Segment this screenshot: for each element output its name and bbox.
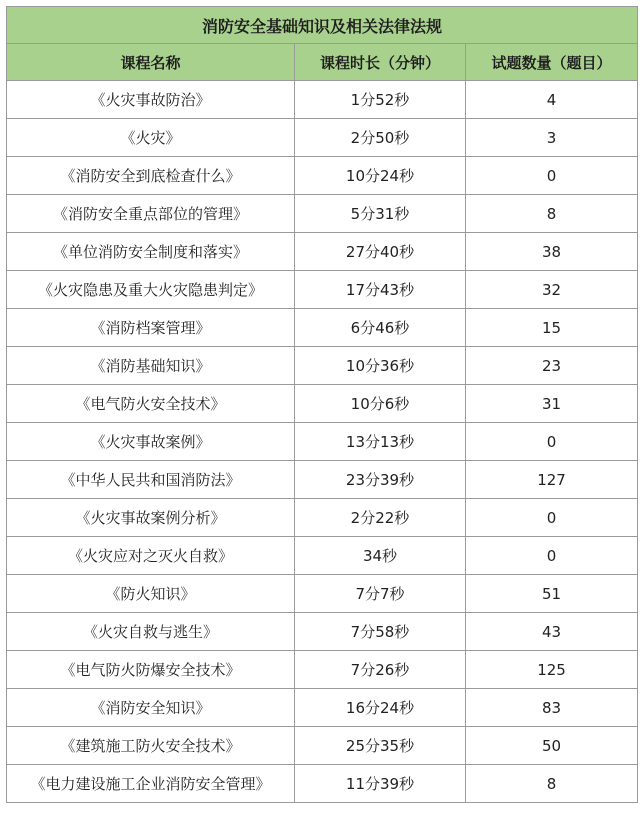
course-name-cell: 《电气防火安全技术》 bbox=[7, 385, 295, 423]
course-duration-cell: 10分6秒 bbox=[295, 385, 466, 423]
table-row bbox=[7, 575, 638, 613]
course-duration-cell: 25分35秒 bbox=[295, 727, 466, 765]
table-row bbox=[7, 157, 638, 195]
course-name-cell: 《火灾事故案例》 bbox=[7, 423, 295, 461]
table-row bbox=[7, 271, 638, 309]
question-count-cell: 8 bbox=[466, 765, 638, 803]
header-course-name: 课程名称 bbox=[7, 44, 295, 81]
course-duration-cell: 11分39秒 bbox=[295, 765, 466, 803]
table-row bbox=[7, 423, 638, 461]
question-count-cell: 3 bbox=[466, 119, 638, 157]
course-name-cell: 《火灾事故防治》 bbox=[7, 81, 295, 119]
course-name-cell: 《建筑施工防火安全技术》 bbox=[7, 727, 295, 765]
course-duration-cell: 1分52秒 bbox=[295, 81, 466, 119]
course-table bbox=[6, 6, 638, 803]
course-table-container bbox=[6, 6, 637, 803]
question-count-cell: 38 bbox=[466, 233, 638, 271]
course-name-cell: 《火灾自救与逃生》 bbox=[7, 613, 295, 651]
table-row bbox=[7, 119, 638, 157]
question-count-cell: 83 bbox=[466, 689, 638, 727]
question-count-cell: 0 bbox=[466, 537, 638, 575]
course-duration-cell: 27分40秒 bbox=[295, 233, 466, 271]
course-name-cell: 《火灾隐患及重大火灾隐患判定》 bbox=[7, 271, 295, 309]
course-duration-cell: 23分39秒 bbox=[295, 461, 466, 499]
question-count-cell: 127 bbox=[466, 461, 638, 499]
question-count-cell: 4 bbox=[466, 81, 638, 119]
table-row bbox=[7, 499, 638, 537]
course-name-cell: 《电力建设施工企业消防安全管理》 bbox=[7, 765, 295, 803]
course-duration-cell: 16分24秒 bbox=[295, 689, 466, 727]
question-count-cell: 8 bbox=[466, 195, 638, 233]
table-row bbox=[7, 385, 638, 423]
course-duration-cell: 6分46秒 bbox=[295, 309, 466, 347]
course-duration-cell: 13分13秒 bbox=[295, 423, 466, 461]
table-row bbox=[7, 613, 638, 651]
question-count-cell: 0 bbox=[466, 499, 638, 537]
course-duration-cell: 2分50秒 bbox=[295, 119, 466, 157]
table-row bbox=[7, 689, 638, 727]
question-count-cell: 51 bbox=[466, 575, 638, 613]
course-name-cell: 《消防安全知识》 bbox=[7, 689, 295, 727]
course-name-cell: 《火灾应对之灭火自救》 bbox=[7, 537, 295, 575]
question-count-cell: 0 bbox=[466, 423, 638, 461]
course-duration-cell: 5分31秒 bbox=[295, 195, 466, 233]
course-name-cell: 《消防安全重点部位的管理》 bbox=[7, 195, 295, 233]
header-question-count: 试题数量（题目） bbox=[466, 44, 638, 81]
table-row bbox=[7, 461, 638, 499]
course-name-cell: 《防火知识》 bbox=[7, 575, 295, 613]
table-row bbox=[7, 347, 638, 385]
table-row bbox=[7, 765, 638, 803]
table-header-row bbox=[7, 44, 638, 81]
question-count-cell: 32 bbox=[466, 271, 638, 309]
table-row bbox=[7, 309, 638, 347]
table-row bbox=[7, 81, 638, 119]
course-duration-cell: 10分36秒 bbox=[295, 347, 466, 385]
course-name-cell: 《中华人民共和国消防法》 bbox=[7, 461, 295, 499]
course-name-cell: 《火灾》 bbox=[7, 119, 295, 157]
course-duration-cell: 7分26秒 bbox=[295, 651, 466, 689]
table-row bbox=[7, 537, 638, 575]
question-count-cell: 125 bbox=[466, 651, 638, 689]
table-title: 消防安全基础知识及相关法律法规 bbox=[7, 7, 638, 44]
course-duration-cell: 7分58秒 bbox=[295, 613, 466, 651]
course-duration-cell: 34秒 bbox=[295, 537, 466, 575]
course-duration-cell: 10分24秒 bbox=[295, 157, 466, 195]
table-title-row bbox=[7, 7, 638, 44]
question-count-cell: 0 bbox=[466, 157, 638, 195]
course-name-cell: 《消防安全到底检查什么》 bbox=[7, 157, 295, 195]
course-name-cell: 《火灾事故案例分析》 bbox=[7, 499, 295, 537]
question-count-cell: 23 bbox=[466, 347, 638, 385]
question-count-cell: 31 bbox=[466, 385, 638, 423]
table-body bbox=[7, 81, 638, 803]
course-duration-cell: 17分43秒 bbox=[295, 271, 466, 309]
question-count-cell: 50 bbox=[466, 727, 638, 765]
header-course-duration: 课程时长（分钟） bbox=[295, 44, 466, 81]
table-row bbox=[7, 195, 638, 233]
table-row bbox=[7, 727, 638, 765]
course-duration-cell: 7分7秒 bbox=[295, 575, 466, 613]
course-name-cell: 《单位消防安全制度和落实》 bbox=[7, 233, 295, 271]
table-row bbox=[7, 651, 638, 689]
table-row bbox=[7, 233, 638, 271]
course-duration-cell: 2分22秒 bbox=[295, 499, 466, 537]
question-count-cell: 15 bbox=[466, 309, 638, 347]
course-name-cell: 《消防档案管理》 bbox=[7, 309, 295, 347]
course-name-cell: 《消防基础知识》 bbox=[7, 347, 295, 385]
course-name-cell: 《电气防火防爆安全技术》 bbox=[7, 651, 295, 689]
question-count-cell: 43 bbox=[466, 613, 638, 651]
